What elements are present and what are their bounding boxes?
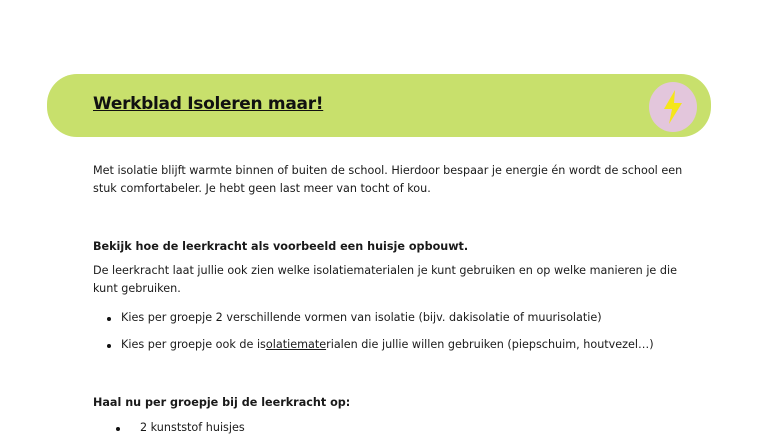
section2-heading: Haal nu per groepje bij de leerkracht op:: [93, 396, 351, 409]
list-item-text: rialen die jullie willen gebruiken (piepschuim, houtvezel…): [326, 338, 654, 351]
lightning-bolt-icon: [662, 90, 684, 124]
list-item-text: Kies per groepje 2 verschillende vormen van isolatie (bijv. dakisolatie of muurisolatie): [121, 311, 602, 324]
title-banner: [47, 74, 711, 137]
page-title: Werkblad Isoleren maar!: [93, 94, 324, 114]
section1-heading: Bekijk hoe de leerkracht als voorbeeld een huisje opbouwt.: [93, 240, 469, 253]
list-item-text: Kies per groepje ook de is: [121, 338, 266, 351]
list-item: [116, 421, 245, 434]
underlined-text: olatiemate: [265, 338, 327, 351]
section1-text: De leerkracht laat jullie ook zien welke isolatiematerialen je kunt gebruiken en op welke manieren je die kunt gebruiken.: [93, 264, 677, 295]
lightning-badge: [649, 82, 697, 132]
intro-text: Met isolatie blijft warmte binnen of buiten de school. Hierdoor bespaar je energie én wordt de school een stuk comfortabeler. Je hebt geen last meer van tocht of kou.: [93, 164, 683, 195]
list-item-text: 2 kunststof huisjes: [140, 421, 245, 434]
list-item: [107, 311, 602, 324]
list-item: [107, 338, 654, 351]
